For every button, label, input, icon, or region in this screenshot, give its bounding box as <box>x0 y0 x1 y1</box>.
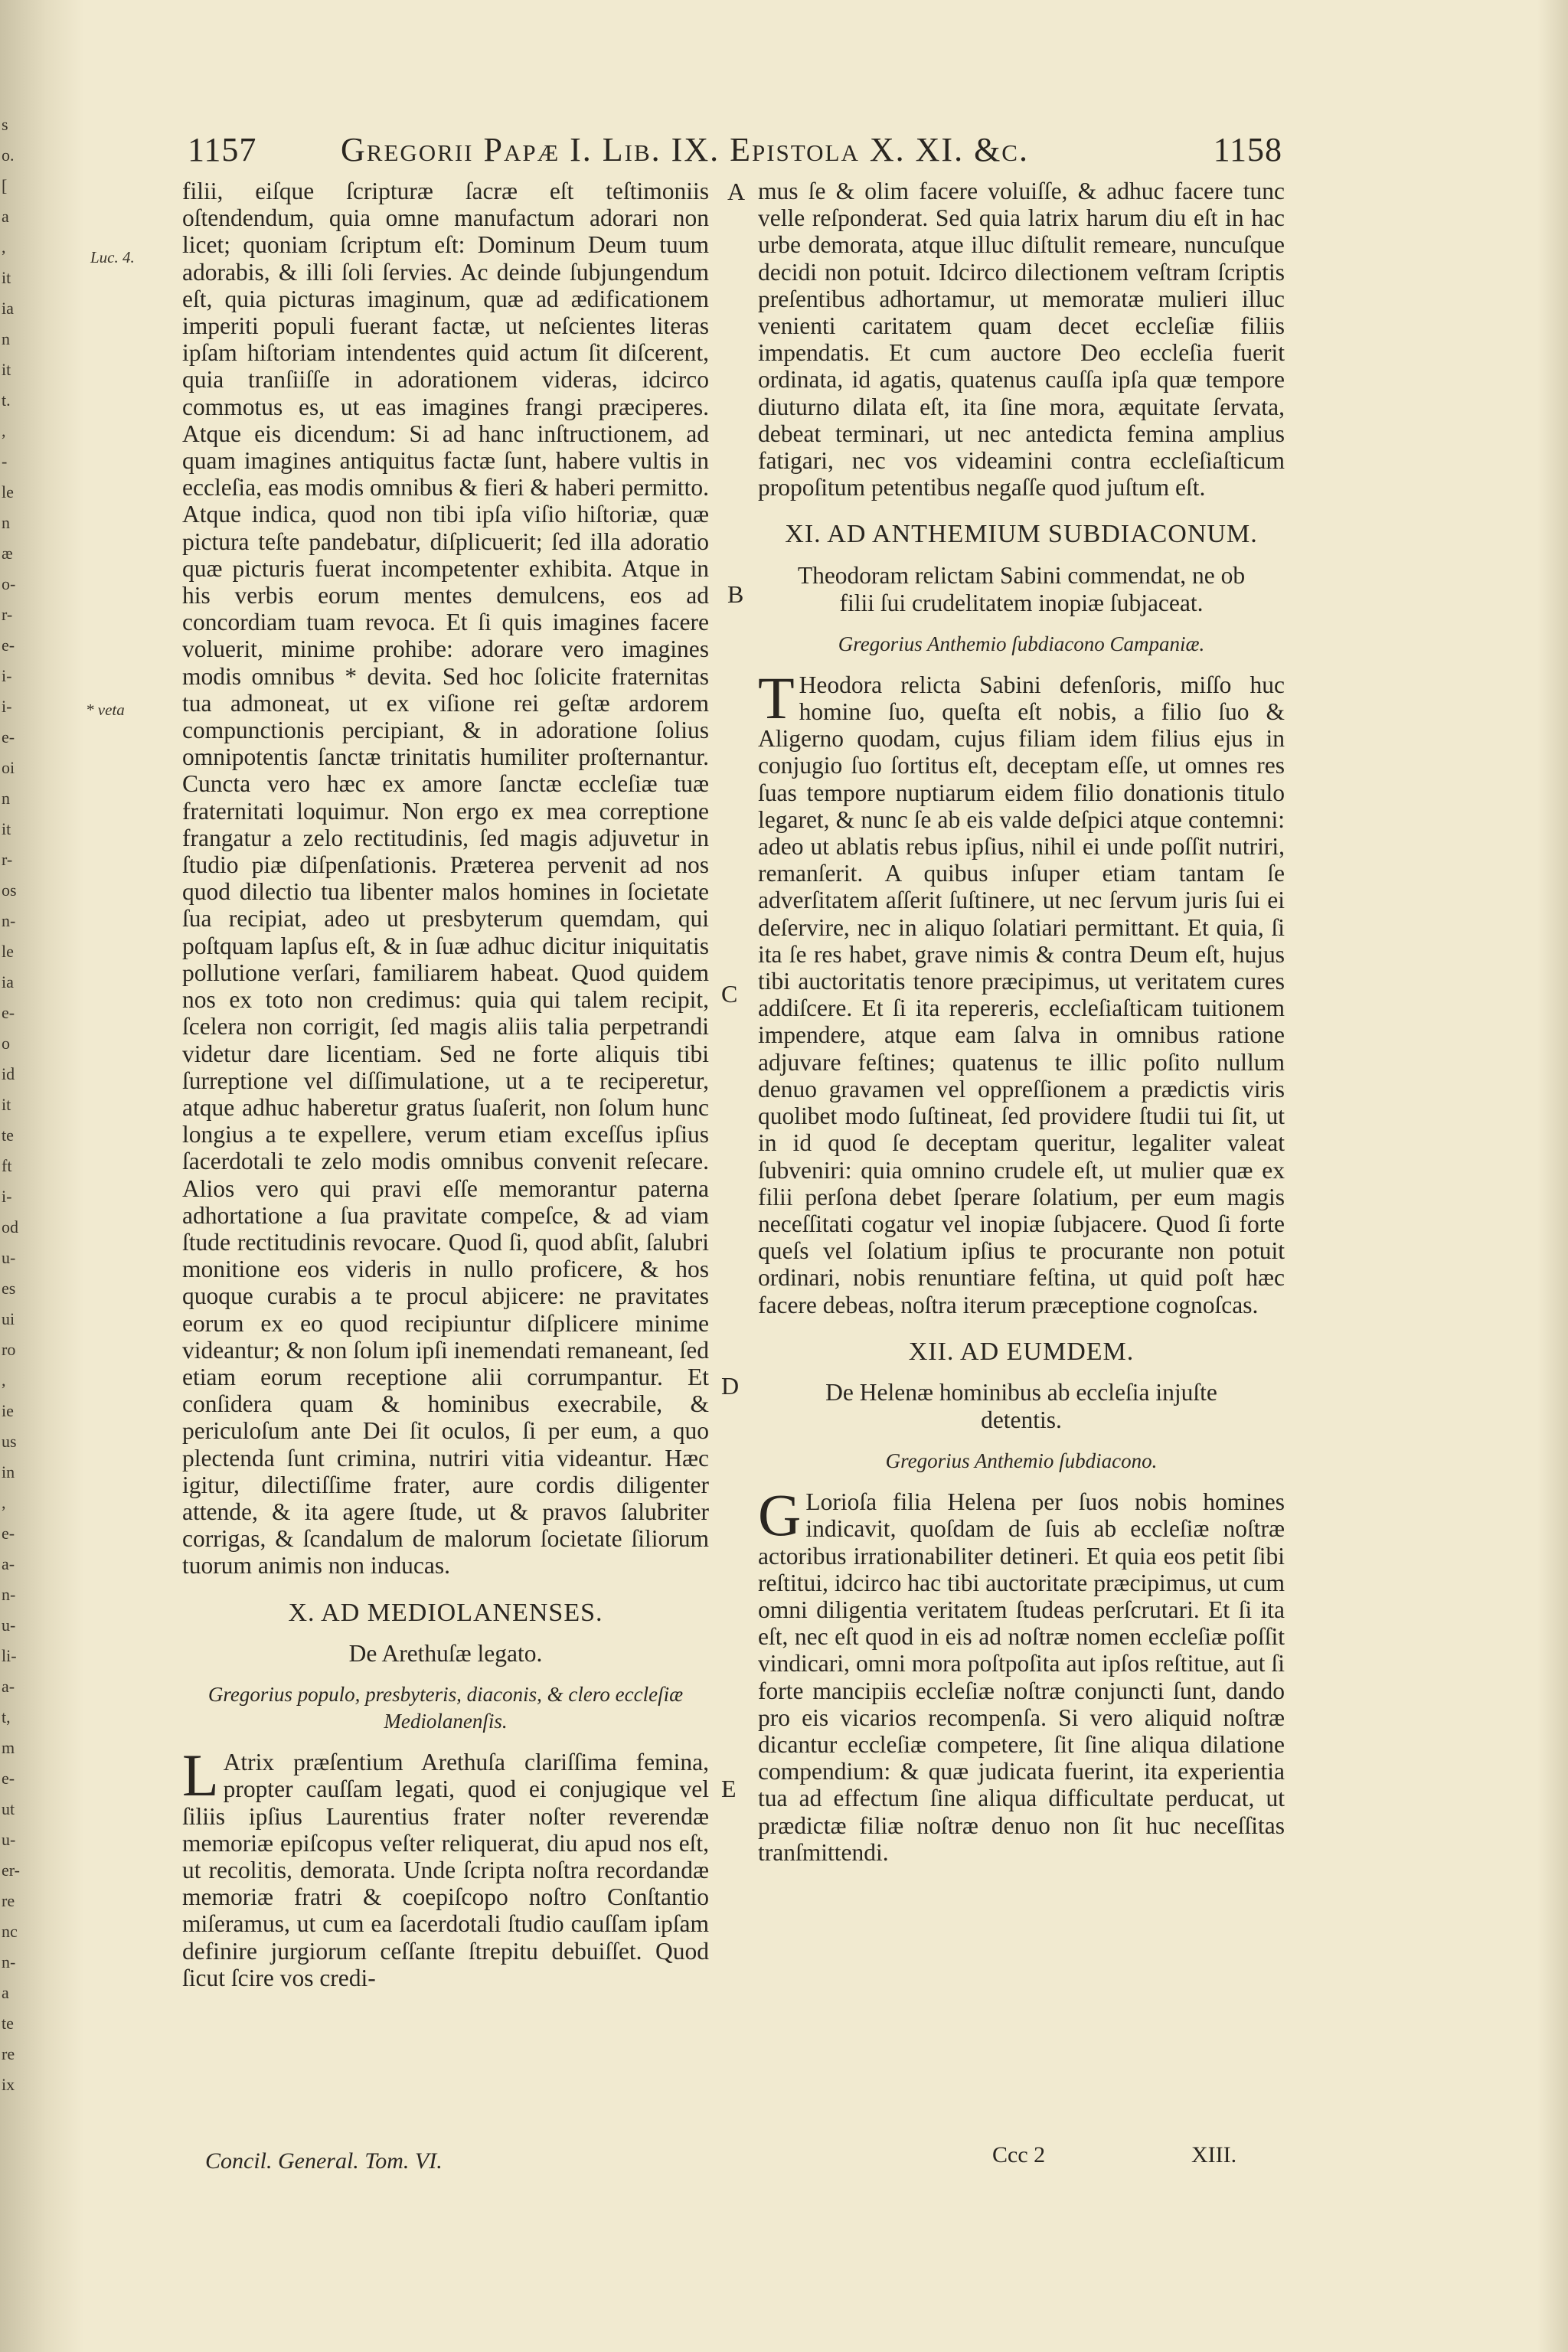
bleed-fragment: le <box>2 942 14 961</box>
bleed-fragment: te <box>2 2014 14 2033</box>
footer-volume-text: Concil. General. Tom. VI. <box>205 2148 443 2174</box>
salutation-letter-x: Gregorius populo, presbyteris, diaconis, & clero eccleſiæ Mediolanenſis. <box>207 1682 684 1733</box>
bleed-fragment: u- <box>2 1830 16 1849</box>
dropcap-letter-xi: T <box>758 664 795 731</box>
bleed-fragment: re <box>2 2044 15 2063</box>
bleed-fragment: e- <box>2 1769 15 1788</box>
bleed-fragment: æ <box>2 544 13 563</box>
bleed-fragment: n- <box>2 1952 16 1971</box>
dropcap-letter-x: L <box>182 1742 219 1809</box>
bleed-fragment: o. <box>2 145 15 165</box>
bleed-fragment: ft <box>2 1156 12 1175</box>
footer-volume-note <box>205 2148 443 2174</box>
bleed-fragment: n- <box>2 1585 16 1604</box>
running-title: Gregorii Papæ I. Lib. IX. Epistola X. XI. &c. <box>341 131 1029 168</box>
body-letter-xii-text: Lorioſa filia Helena per ſuos nobis homines indicavit, quoſdam de ſuis ab eccleſiæ noſtræ actoribus irrationabiliter detineri. Et quia eos petit ſibi reſtitui, idcirco hac tibi auctoritate præcipimus, ut cum omni diligentia veritatem ſtudeas perſcrutari. Et ſi ita eſt, nec eſt quod in eis ad noſtræ nomen eccleſiæ poſſit vindicari, omni mora poſtpoſita aut ipſos reſtitue, aut ſi forte mancipiis eccleſiæ noſtræ conjuncti ſunt, dando pro eis vicarios recompenſa. Si vero aliquid noſtræ dicantur eccleſiæ competere, ſit ſine aliqua dilatione compendium: & quæ judicata fuerint, ita experientia tua ad effectum ſine aliqua difficultate perducat, ut prædictæ filiæ noſtræ denuo non ſit huc neceſſitas tranſmittendi. <box>758 1488 1285 1866</box>
bleed-fragment: e- <box>2 727 15 746</box>
bleed-fragment: t. <box>2 390 11 410</box>
bleed-fragment: , <box>2 421 6 440</box>
bleed-fragment: e- <box>2 1003 15 1022</box>
bleed-fragment: [ <box>2 176 8 195</box>
left-column <box>182 178 709 1991</box>
heading-letter-xii: XII. AD EUMDEM. <box>908 1337 1135 1366</box>
salutation-letter-xii: Gregorius Anthemio ſubdiacono. <box>885 1449 1158 1472</box>
page-edge-shadow <box>1537 0 1568 2352</box>
bleed-fragment: es <box>2 1279 16 1298</box>
bleed-fragment: a <box>2 1983 9 2002</box>
bleed-fragment: ut <box>2 1799 15 1818</box>
bleed-fragment: it <box>2 1095 11 1114</box>
bleed-fragment: - <box>2 452 8 471</box>
bleed-fragment: u- <box>2 1615 16 1635</box>
section-letter-b: B <box>727 580 744 608</box>
bleed-fragment: oi <box>2 758 15 777</box>
salutation-letter-xi: Gregorius Anthemio ſubdiacono Campaniæ. <box>838 632 1205 655</box>
bleed-fragment: i- <box>2 666 12 685</box>
bleed-fragment: nc <box>2 1922 18 1941</box>
bleed-fragment: ix <box>2 2075 15 2094</box>
page-number-left: 1157 <box>188 131 257 168</box>
bleed-fragment: n <box>2 513 10 532</box>
section-letter-a: A <box>727 178 746 205</box>
body-letter-x-text: Atrix præſentium Arethuſa clariſſima femina, propter cauſſam legati, quod ei conjugique vel ſiliis ipſius Laurentius frater noſter reverendæ memoriæ epiſcopus veſter reliquerat, diu apud nos eſt, ut recolitis, demorata. Unde ſcripta noſtra recordandæ memoriæ fratri & coepiſcopo noſtro Conſtantio miſeramus, ut cum ea ſacerdotali ſtudio cauſſam ipſam definire jurgiorum ceſſante ſtrepitu debuiſſet. Quod ſicut ſcire vos credi- <box>182 1749 709 1991</box>
bleed-fragment: i- <box>2 1187 12 1206</box>
bleed-fragment: ie <box>2 1401 14 1420</box>
section-letter-c: C <box>721 980 738 1008</box>
bleed-fragment: ui <box>2 1309 15 1328</box>
bleed-fragment: m <box>2 1738 15 1757</box>
bleed-fragment: s <box>2 115 8 134</box>
body-letter-xi <box>758 664 1285 1318</box>
page-gutter-shadow <box>0 0 84 2352</box>
signature-mark: Ccc 2 <box>992 2142 1046 2167</box>
bleed-fragment: o <box>2 1034 10 1053</box>
bleed-fragment: n <box>2 789 10 808</box>
bleed-fragment: er- <box>2 1860 20 1880</box>
bleed-fragment: us <box>2 1432 17 1451</box>
page-number-right: 1158 <box>1213 131 1282 168</box>
bleed-fragment: n- <box>2 911 16 930</box>
bleed-fragment: e- <box>2 1524 15 1543</box>
right-continuation-text: mus ſe & olim facere voluiſſe, & adhuc facere tunc velle reſponderat. Sed quia latrix harum diu eſt in hac urbe demorata, atque illuc diſtulit remeare, nuncuſque decidi non potuit. Idcirco dilectionem veſtram ſcriptis preſentibus adhortamur, ut memoratæ mulieri illuc venienti caritatem quam decet eccleſiæ filiis impendatis. Et cum auctore Deo eccleſia fuerit ordinata, id agatis, quatenus cauſſa ipſa quæ tempore diuturno dilata eſt, ita ſine mora, æquitate ſervata, debeat terminari, ut nec antedicta femina amplius fatigari, nec vos videamini contra eccleſiaſticum propoſitum petentibus negaſſe quod juſtum eſt. <box>758 178 1285 501</box>
bleed-fragment: re <box>2 1891 15 1910</box>
bleed-fragment: od <box>2 1217 18 1236</box>
bleed-fragment: , <box>2 1493 6 1512</box>
summary-letter-xii: De Helenæ hominibus ab eccleſia injuſte detentis. <box>825 1378 1217 1433</box>
bleed-fragment: it <box>2 360 11 379</box>
summary-letter-xi: Theodoram relictam Sabini commendat, ne ob filii ſui crudelitatem inopiæ ſubjaceat. <box>797 561 1246 616</box>
bleed-fragment: it <box>2 268 11 287</box>
bleed-fragment: li- <box>2 1646 17 1665</box>
bleed-fragment: i- <box>2 697 12 716</box>
bleed-fragment: ro <box>2 1340 16 1359</box>
bleed-fragment: , <box>2 237 6 256</box>
bleed-fragment: o- <box>2 574 16 593</box>
bleed-fragment: e- <box>2 635 15 655</box>
body-letter-x <box>182 1742 709 1991</box>
bleed-fragment: n <box>2 329 10 348</box>
right-column <box>758 178 1285 1866</box>
bleed-fragment: r- <box>2 605 13 624</box>
bleed-fragment: ia <box>2 972 14 991</box>
bleed-fragment: a- <box>2 1554 15 1573</box>
catchword: XIII. <box>1191 2142 1237 2167</box>
bleed-fragment: a <box>2 207 9 226</box>
bleed-fragment: id <box>2 1064 15 1083</box>
bleed-fragment: it <box>2 819 11 838</box>
bleed-fragment: le <box>2 482 14 501</box>
section-letter-e: E <box>721 1775 737 1802</box>
body-letter-xii <box>758 1481 1285 1866</box>
heading-letter-x: X. AD MEDIOLANENSES. <box>288 1598 603 1627</box>
bleed-fragment: t, <box>2 1707 11 1726</box>
bleed-fragment: , <box>2 1370 6 1390</box>
bleed-fragment: ia <box>2 299 14 318</box>
bleed-fragment: os <box>2 880 17 900</box>
bleed-fragment: u- <box>2 1248 16 1267</box>
margin-note-veta: * veta <box>86 701 125 719</box>
body-letter-xi-text: Heodora relicta Sabini defenſoris, miſſo huc homine ſuo, queſta eſt nobis, a filio ſuo & Aligerno quodam, cujus filiam idem filius ejus in conjugio ſuo ſortitus eſt, deceptam eſſe, ut omnes res ſuas tempore nuptiarum eidem filio donationis titulo legaret, & nunc ſe ab eis valde deſpici atque contemni: adeo ut ablatis rebus ipſius, nihil ei unde poſſit nutriri, remanſerit. A quibus inſuper etiam tantam ſe adverſitatem aſſerit ſuſtinere, ut nec ſervum juris ſui ei deſervire, nec in aliquo ſolatiari permittant. Et quia, ſi ita ſe res habet, grave nimis & contra Deum eſt, hujus tibi auctoritatis tenore præcipimus, ut veritatem cures addiſcere. Et ſi ita repereris, eccleſiaſticam tuitionem impendere, atque eam ſalva in omnibus ratione adjuvare feſtines; quatenus te illic poſito nullum denuo gravamen vel oppreſſionem a prædictis viris quolibet modo ſuſtineat, ſed providere ſtudii tui ſit, ut in id quod ſe deceptam queritur, legaliter valeat ſubveniri: quia omnino crudele eſt, ut mulier quæ ex filii perſona debet ſperare ſolatium, per eum magis neceſſitati cogatur vel inopiæ ſubjacere. Quod ſi forte queſs vel ſolatium ipſius te procurante non potuit ordinari, nobis renuntiare feſtina, ut quid poſt hæc facere debeas, noſtra iterum præceptione cognoſcas. <box>758 671 1285 1318</box>
section-letter-d: D <box>721 1372 740 1400</box>
bleed-fragment: r- <box>2 850 13 869</box>
heading-letter-xi: XI. AD ANTHEMIUM SUBDIACONUM. <box>785 520 1258 549</box>
margin-note-luc: Luc. 4. <box>90 248 135 266</box>
bleed-fragment: in <box>2 1462 15 1481</box>
summary-letter-x: De Arethuſæ legato. <box>348 1639 543 1667</box>
dropcap-letter-xii: G <box>758 1481 802 1549</box>
running-header <box>188 130 1282 184</box>
bleed-fragment: a- <box>2 1677 15 1696</box>
bleed-fragment: te <box>2 1125 14 1145</box>
left-continuation-text: filii, eiſque ſcripturæ ſacræ eſt teſtimoniis oſtendendum, quia omne manufactum adorari non licet; quoniam ſcriptum eſt: Dominum Deum tuum adorabis, & illi ſoli ſervies. Ac deinde ſubjungendum eſt, quia picturas imaginum, quæ ad ædificationem imperiti populi fuerant factæ, ut neſcientes literas ipſam hiſtoriam intendentes quid actum ſit diſcerent, quia tranſiiſſe in adorationem videras, idcirco commotus es, ut eas imagines frangi præciperes. Atque eis dicendum: Si ad hanc inſtructionem, ad quam imagines antiquitus factæ ſunt, habere vultis in eccleſia, eas modis omnibus & fieri & haberi permitto. Atque indica, quod non tibi ipſa viſio hiſtoriæ, quæ pictura teſte pandebatur, diſplicuerit; ſed illa adoratio quæ picturis fuerat incompetenter exhibita. Atque in his verbis eorum mentes demulcens, eos ad concordiam tuam revoca. Et ſi quis imagines facere voluerit, minime prohibe: adorare vero imagines modis omnibus * devita. Sed hoc ſolicite fraternitas tua admoneat, ut ex viſione rei geſtæ ardorem compunctionis percipiant, & in adoratione ſolius omnipotentis ſanctæ trinitatis humiliter proſternantur. Cuncta vero hæc ex amore ſanctæ eccleſiæ tuæ fraternitati loquimur. Non ergo ex mea correptione frangatur a zelo rectitudinis, ſed magis adjuvetur in ſtudio piæ diſpenſationis. Præterea pervenit ad nos quod dilectio tua libenter malos homines in ſocietate ſua recipiat, adeo ut presbyterum quemdam, qui poſtquam lapſus eſt, & in ſuæ adhuc dicitur iniquitatis pollutione verſari, familiarem habeat. Quod quidem nos ex toto non credimus: quia qui talem recipit, ſcelera non corrigit, ſed magis aliis talia perpetrandi videtur dare licentiam. Sed ne forte aliquis tibi ſurreptione vel diſſimulatione, ut a te reciperetur, atque adhuc haberetur gratus ſuaſerit, non ſolum hunc longius a te expellere, verum etiam exceſſus ipſius ſacerdotali te zelo modis omnibus convenit reſecare. Alios vero qui pravi eſſe memorantur paterna adhortatione a ſua pravitate compeſce, & ad viam ſtude rectitudinis revocare. Quod ſi, quod abſit, ſalubri monitione eos videris in nullo proficere, & hos quoque curabis a te procul abjicere: ne pravitates eorum ex eo quod recipiuntur diſplicere minime videantur; & non ſolum ipſi inemendati remaneant, ſed etiam eorum receptione alii corrumpantur. Et conſidera quam & hominibus execrabile, & periculoſum ante Dei ſit oculos, ſi per eum, a quo plectenda ſunt crimina, nutriri vitia videantur. Hæc igitur, dilectiſſime frater, aure cordis diligenter attende, & ita agere ſtude, ut & pravos ſalubriter corrigas, & ſcandalum de malorum ſocietate ſiliorum tuorum animis non inducas. <box>182 178 709 1579</box>
